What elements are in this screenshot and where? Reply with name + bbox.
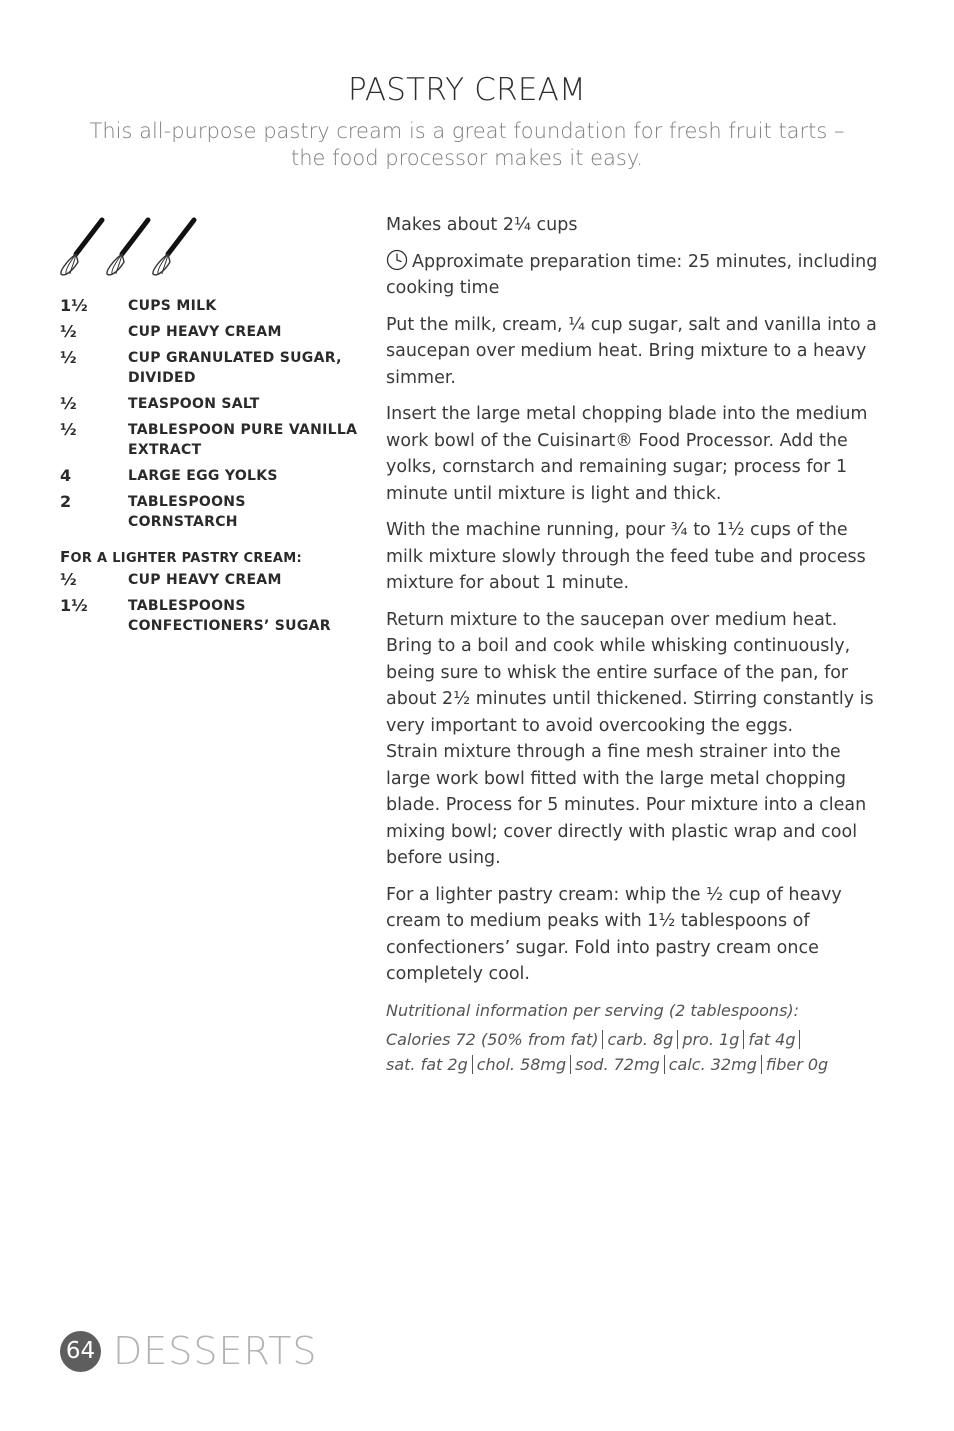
nutrition-fiber: fiber 0g: [765, 1054, 829, 1074]
whisk-icon: [153, 220, 194, 275]
ingredient-row: [60, 466, 360, 486]
lighter-heading-rest: OR A LIGHTER PASTRY CREAM:: [70, 551, 302, 566]
recipe-title: PASTRY CREAM: [347, 72, 586, 108]
ingredient-qty: 4: [60, 466, 72, 485]
clock-icon: [386, 249, 408, 271]
divider: [472, 1055, 473, 1074]
ingredient-item: LARGE EGG YOLKS: [128, 468, 278, 484]
lighter-cream-heading: [60, 548, 360, 566]
divider: [664, 1055, 665, 1074]
ingredient-item: TABLESPOON PURE VANILLA EXTRACT: [128, 422, 358, 458]
ingredient-row: [60, 596, 360, 636]
ingredient-row: [60, 322, 360, 342]
recipe-subtitle: [60, 118, 874, 172]
ingredient-qty: 1½: [60, 296, 88, 315]
ingredient-qty: ½: [60, 322, 77, 341]
ingredient-qty: 2: [60, 492, 72, 511]
nutrition-sat-fat: sat. fat 2g: [386, 1054, 468, 1074]
ingredient-row: [60, 420, 360, 460]
divider: [677, 1030, 678, 1049]
ingredient-item: TABLESPOONS CONFECTIONERS’ SUGAR: [128, 598, 331, 634]
nutrition-info: [386, 998, 886, 1077]
instruction-step: For a lighter pastry cream: whip the ½ cup of heavy cream to medium peaks with 1½ tablespoons of confectioners’ sugar. Fold into pastry cream once completely cool.: [386, 884, 842, 984]
subtitle-line-1: This all-purpose pastry cream is a great foundation for fresh fruit tarts –: [89, 119, 845, 143]
instruction-step: With the machine running, pour ¾ to 1½ cups of the milk mixture slowly through the feed tube and process mixture for about 1 minute.: [386, 520, 866, 593]
instruction-step: Put the milk, cream, ¼ cup sugar, salt and vanilla into a saucepan over medium heat. Bring mixture to a heavy simmer.: [386, 314, 877, 388]
divider: [799, 1030, 800, 1049]
lighter-heading-initial: F: [60, 548, 71, 566]
divider: [743, 1030, 744, 1049]
prep-time: [386, 249, 886, 302]
nutrition-calc: calc. 32mg: [668, 1054, 757, 1074]
page-number: 64: [60, 1331, 101, 1372]
ingredient-row: [60, 296, 360, 316]
ingredient-row: [60, 570, 360, 590]
nutrition-heading: Nutritional information per serving (2 tablespoons):: [386, 1000, 800, 1020]
ingredient-row: [60, 492, 360, 532]
divider: [570, 1055, 571, 1074]
ingredient-qty: ½: [60, 394, 77, 413]
ingredient-item: CUPS MILK: [128, 298, 217, 314]
divider: [602, 1030, 603, 1049]
instruction-step: Return mixture to the saucepan over medium heat. Bring to a boil and cook while whisking continuously, being sure to whisk the entire surface of the pan, for about 2½ minutes until thickened. Stirring constantly is very important to avoid overcooking the eggs.: [386, 609, 874, 736]
divider: [761, 1055, 762, 1074]
ingredient-qty: ½: [60, 570, 77, 589]
ingredient-item: TEASPOON SALT: [128, 396, 260, 412]
ingredient-qty: ½: [60, 420, 77, 439]
ingredient-item: CUP HEAVY CREAM: [128, 572, 282, 588]
ingredient-item: TABLESPOONS CORNSTARCH: [128, 494, 246, 530]
section-label: DESSERTS: [113, 1329, 318, 1373]
whisk-icon: [107, 220, 148, 275]
recipe-yield: Makes about 2¼ cups: [386, 215, 578, 235]
prep-time-text: Approximate preparation time: 25 minutes, including cooking time: [386, 251, 878, 298]
subtitle-line-2: the food processor makes it easy.: [291, 146, 643, 170]
whisk-icon: [61, 220, 102, 275]
instruction-step: Strain mixture through a fine mesh strainer into the large work bowl fitted with the large metal chopping blade. Process for 5 minutes. Pour mixture into a clean mixing bowl; cover directly with plastic wrap and cool before using.: [386, 742, 867, 868]
ingredient-item: CUP HEAVY CREAM: [128, 324, 282, 340]
nutrition-sod: sod. 72mg: [575, 1054, 660, 1074]
ingredient-item: CUP GRANULATED SUGAR, DIVIDED: [128, 350, 342, 386]
nutrition-line-2: [386, 1052, 886, 1077]
nutrition-line-1: [386, 1027, 886, 1052]
difficulty-rating: [58, 216, 208, 278]
instructions: [386, 212, 886, 1077]
ingredient-qty: ½: [60, 348, 77, 367]
ingredient-list: [60, 296, 360, 642]
ingredient-row: [60, 394, 360, 414]
nutrition-fat: fat 4g: [748, 1029, 796, 1049]
ingredient-qty: 1½: [60, 596, 88, 615]
nutrition-protein: pro. 1g: [682, 1029, 740, 1049]
nutrition-calories: Calories 72 (50% from fat): [386, 1029, 599, 1049]
ingredient-row: [60, 348, 360, 388]
instruction-step: Insert the large metal chopping blade into the medium work bowl of the Cuisinart® Food Processor. Add the yolks, cornstarch and remaining sugar; process for 1 minute until mixture is light and thick.: [386, 404, 868, 504]
nutrition-carb: carb. 8g: [607, 1029, 674, 1049]
nutrition-chol: chol. 58mg: [476, 1054, 567, 1074]
